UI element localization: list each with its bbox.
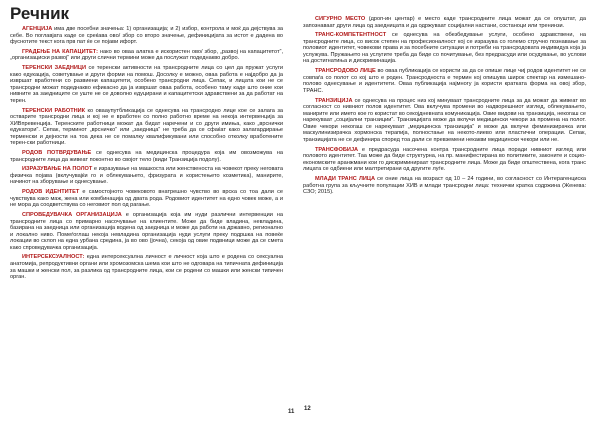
glossary-entry bbox=[10, 150, 283, 163]
page-number-left: 11 bbox=[288, 409, 295, 415]
glossary-definition: има две посебни значења: 1) организација; и 2) избор, контрола и моќ да дејствува за себе. Во поглавјата каде се среќава ово/ збор со второ значење, дефиницијата за истот е дадена во фуснотите текст кога прв пат ќе се појави ифорт. bbox=[10, 26, 283, 46]
glossary-term: ГРАДЕЊЕ НА КАПАЦИТЕТ: bbox=[22, 48, 98, 55]
glossary-entry bbox=[303, 147, 586, 173]
glossary-definition: е самостојното човековото внатрешно чувство во врска со тоа дали се чувствува како маж, жена или комбинација од двата рода. Родовиот идентитет на едно човек може, а и не мора да соодветствува со неговиот пол од рагање. bbox=[10, 189, 283, 209]
glossary-definition: се теренски активности на трансродните лица со цел да пружат услуги како едукација, советување и други форми на помош. Досолку е можно, оваа работа е најдобро да ја извршат вработени со развиени капацитети, особено трансродни лица. Сепак, и лицата кои не се трансродни можат подеднакво ефикасно да ја извршат оваа работа, особено таму каде што оние кои нивните за заедниците се уште не се доволно едуцирани и капацитетски здравствени за да работат на терен. bbox=[10, 65, 283, 104]
glossary-entry bbox=[10, 166, 283, 186]
glossary-entry bbox=[10, 254, 283, 280]
page-title: Речник bbox=[10, 4, 70, 23]
glossary-entry bbox=[303, 176, 586, 196]
glossary-entry bbox=[303, 98, 586, 144]
glossary-term: ТРАНС-КОМПЕТЕНТНОСТ bbox=[315, 32, 387, 39]
glossary-term: ТРАНСФОБИЈА bbox=[315, 146, 359, 153]
left-column bbox=[10, 26, 283, 284]
glossary-entry bbox=[10, 108, 283, 147]
glossary-entry bbox=[10, 65, 283, 104]
glossary-term: ИЗРАЗУВАЊЕ НА ПОЛОТ bbox=[22, 166, 93, 173]
glossary-definition: се однесува на процес низ кој минуваат трансродните лица за да можат да живеат во согласност со нивниот полов идентитет. Ова вклучува промени во надворешниот изглед, облекувањето, манирите или името кое го користат во секојдневната комуникација. Овие видови на транзиција, некогаш се нарекуваат „социјални транзиции“. Транзицијата може да вклучи медицински чекори за промена на полот. Овие чекори некогаш се нарекуваат „медицинска транзиција“ и може да вклучи феминизирачка или маскулинизирачка хормонска терапија, полностање на некото-лиево или пластични операции. Сепак, транзицијата не се дефинира според тоа дали се превземени некакви медицински чекори или не. bbox=[303, 97, 586, 143]
glossary-definition: се однесува на обезбедување услуги, особено здравствени, на трансродните лица, со висок степен на професионалност кој се изразува со големо стручно познавање за половиот идентитет, човекови права и за посебните ситуации и потреби на трансродовата индивидуа која ја услужува. Пружањето на услугите треба да биде со почитување, без предрасуди или осудување, во услови на достигнатиња и дискриминација. bbox=[303, 32, 586, 65]
glossary-definition: една интерсексуална личност е личност која што е родена со сексуална анатомија, репродуктивни органи или хромозомска шема кои што не одговара на типичната дефиниција за машки и женски пол, за разлика од трансродните лица, кои се родени со машки или женски типичен орган. bbox=[10, 254, 283, 281]
glossary-term: РОДОВ ПОТВРДУВАЊЕ bbox=[22, 150, 92, 157]
glossary-entry bbox=[10, 49, 283, 62]
glossary-term: СИГУРНО МЕСТО bbox=[315, 16, 366, 22]
glossary-definition: (дроп-ин центар) е место каде трансродните лица можат да се опуштат, да запознаваат други лица од заедницата и да одржуваат социјални настани, состаноци или тренинзи. bbox=[303, 16, 587, 29]
glossary-entry bbox=[10, 26, 283, 46]
glossary-definition: нако во оваа алатка е искористен ово/ збор, „развој на капацитетот“, „организациски развој“ или други слични термини може да послужат подеднакво добро. bbox=[10, 48, 283, 62]
right-column bbox=[303, 16, 586, 199]
glossary-definition: е организација која им нуди различни интервенции на трансродните лица со примарно насочување на клиентите. Може да биде владина, невладина, базирана на заедница или организација водена од заедница и може да работи на државно, регионално и локално ниво. Помеѓоглаш некоја невладина организација нуди услуги преку подршка на повеќе локации во склоп на една урбана средина, ја во ово (јочна), секоја од овие подвници може да се смета како спроведувачка организација. bbox=[10, 211, 283, 251]
glossary-term: ТРАНЗИЦИЈА bbox=[315, 97, 353, 104]
glossary-definition: се однесува на медицинска процедура која им овозможува на трансродните лица да живеат поконтно во својот тело (види Транзиција подолу). bbox=[10, 150, 284, 163]
page-number-right: 12 bbox=[304, 406, 311, 412]
glossary-entry bbox=[10, 212, 283, 251]
glossary-entry bbox=[303, 32, 586, 65]
glossary-term: АГЕНЦИЈА bbox=[22, 26, 53, 32]
glossary-term: ТЕРЕНСКИ РАБОТНИК bbox=[22, 107, 86, 114]
glossary-definition: е изразување на машкоста или женственоста на човекот преку неговата физичка појава (вклучувајќи го и облекувањето, фризурата и користењето козметика), манирите, начинот на зборување и однесување. bbox=[10, 166, 284, 186]
glossary-definition: ко овааупутбликација се однесува на трансродно лице кое се залага за остварите трансродни лица и кој не е вработен со полно работно време на некоја интервенција за ХИВпревенција. Теренските работници можат да бидат наречени и со други имиња, како „врснички едукатори“. Сепак, терминот „врсничко“ или „заедница“ не треба да се сфаќат како залагардирање терменски и дејности на тоа дека не се помалку квалификувани или способно отколку вработените терен-ски работници. bbox=[10, 107, 283, 147]
glossary-definition: е предрасуда насочена контра трансродните лица поради нивниот изглед или половото идентитет. Таа може да биде структурна, на пр. манифестирана во политиките, законите и социо-економските аранжмани кои го дискриминираат трансродните лица. Може да биде општествена, кога транс лицата се одбиени или малтретирани од другите луѓе. bbox=[303, 146, 586, 173]
glossary-entry bbox=[303, 68, 586, 94]
glossary-term: СПРОВЕДУВАЧКА ОРГАНИЗАЦИЈА bbox=[22, 211, 122, 218]
glossary-definition: се оние лица на возраст од 10 – 24 години, во согласност со Интерагенциска работна група за кључните популации ХИВ и млади трансродни лица: технички кратка содржина (Женева: СЗО; 2015). bbox=[303, 175, 586, 196]
glossary-term: РОДОВ ИДЕНТИТЕТ bbox=[22, 189, 80, 196]
glossary-term: ТРАНСРОДОВО ЛИЦЕ bbox=[315, 68, 376, 75]
glossary-entry bbox=[303, 16, 586, 29]
glossary-term: МЛАДИ ТРАНС ЛИЦА bbox=[315, 175, 376, 182]
glossary-definition: во оваа публикација се користи за да се опише лице чиј родов идентитет не се совпаѓа со полот со кој што е роден. Трансродноста е термин кој опишува широк спектар на измешано-полово однесување и идентитети. Оваа публикација најмногу ја користи кратката форма на овој збор, ТРАНС. bbox=[303, 68, 586, 94]
glossary-term: ТЕРЕНСКИ ЗАЕДНИЦИ bbox=[22, 65, 87, 72]
glossary-term: ИНТЕРСЕКСУАЛНОСТ: bbox=[22, 254, 85, 261]
glossary-entry bbox=[10, 189, 283, 209]
